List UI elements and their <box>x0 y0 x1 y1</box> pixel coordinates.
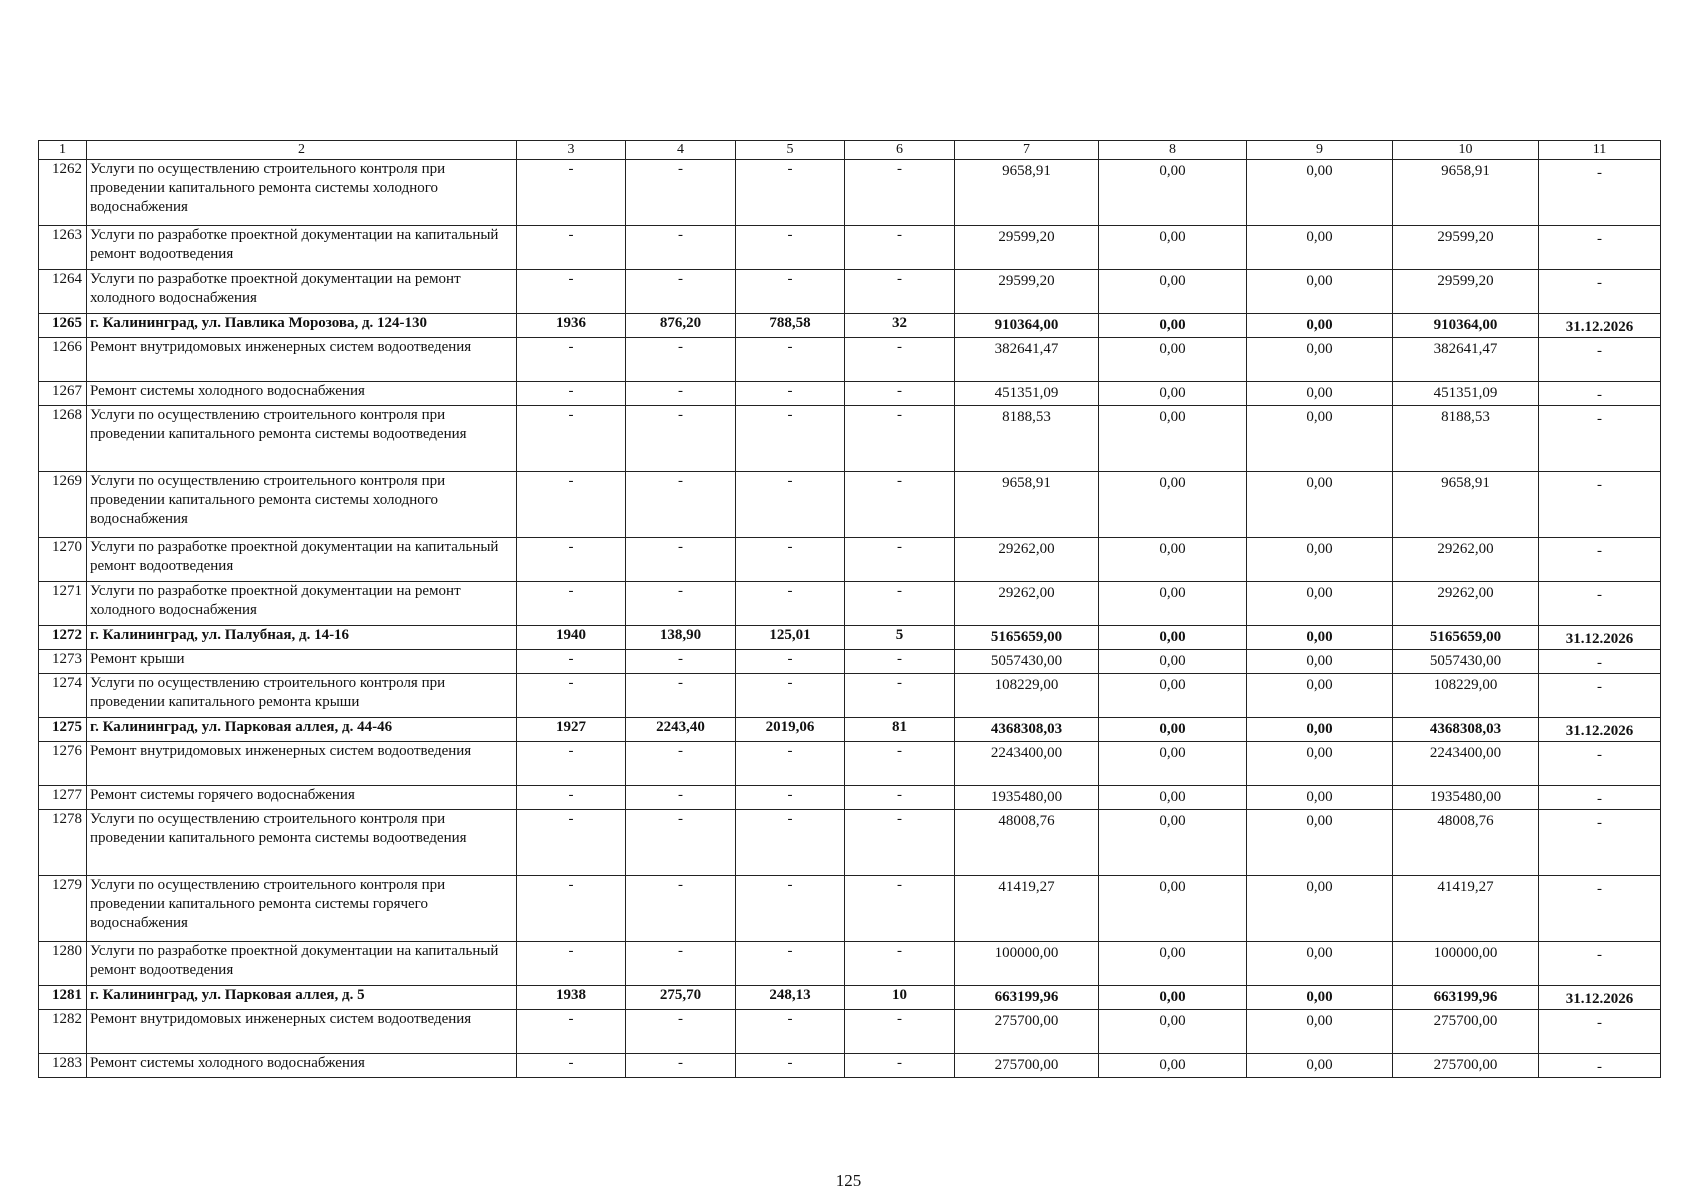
column-header: 9 <box>1247 141 1393 160</box>
cell-col-6: - <box>845 226 955 270</box>
cell-col-10: 1935480,00 <box>1393 786 1539 810</box>
cell-col-8: 0,00 <box>1099 406 1247 472</box>
row-description: Услуги по разработке проектной документации на капитальный ремонт водоотведения <box>87 942 517 986</box>
row-description: Услуги по осуществлению строительного контроля при проведении капитального ремонта системы горячего водоснабжения <box>87 876 517 942</box>
row-description: г. Калининград, ул. Парковая аллея, д. 44-46 <box>87 718 517 742</box>
cell-col-7: 275700,00 <box>955 1054 1099 1078</box>
cell-col-6: - <box>845 1010 955 1054</box>
cell-col-9: 0,00 <box>1247 406 1393 472</box>
cell-col-6: - <box>845 1054 955 1078</box>
cell-col-9: 0,00 <box>1247 582 1393 626</box>
row-number: 1275 <box>39 718 87 742</box>
cell-col-6: - <box>845 942 955 986</box>
row-description: г. Калининград, ул. Палубная, д. 14-16 <box>87 626 517 650</box>
cell-col-4: - <box>626 538 736 582</box>
cell-col-9: 0,00 <box>1247 742 1393 786</box>
cell-col-9: 0,00 <box>1247 718 1393 742</box>
row-number: 1262 <box>39 160 87 226</box>
cell-col-5: - <box>736 674 845 718</box>
column-header: 10 <box>1393 141 1539 160</box>
cell-col-4: - <box>626 942 736 986</box>
cell-col-10: 5165659,00 <box>1393 626 1539 650</box>
cell-col-6: - <box>845 786 955 810</box>
cell-col-11: - <box>1539 650 1661 674</box>
cell-col-7: 4368308,03 <box>955 718 1099 742</box>
cell-col-9: 0,00 <box>1247 382 1393 406</box>
cell-col-4: - <box>626 876 736 942</box>
row-number: 1271 <box>39 582 87 626</box>
work-item-row <box>39 382 1661 406</box>
column-header: 11 <box>1539 141 1661 160</box>
cell-col-11: 31.12.2026 <box>1539 314 1661 338</box>
cell-col-5: - <box>736 1010 845 1054</box>
cell-col-8: 0,00 <box>1099 314 1247 338</box>
cell-col-4: - <box>626 270 736 314</box>
cell-col-6: - <box>845 742 955 786</box>
work-item-row <box>39 226 1661 270</box>
cell-col-5: - <box>736 1054 845 1078</box>
cell-col-9: 0,00 <box>1247 314 1393 338</box>
row-number: 1283 <box>39 1054 87 1078</box>
column-header: 3 <box>517 141 626 160</box>
row-description: Ремонт системы холодного водоснабжения <box>87 1054 517 1078</box>
cell-col-7: 382641,47 <box>955 338 1099 382</box>
work-item-row <box>39 810 1661 876</box>
cell-col-7: 1935480,00 <box>955 786 1099 810</box>
cell-col-3: - <box>517 876 626 942</box>
cell-col-11: - <box>1539 472 1661 538</box>
cell-col-4: - <box>626 1010 736 1054</box>
cell-col-5: - <box>736 786 845 810</box>
cell-col-4: - <box>626 582 736 626</box>
cell-col-8: 0,00 <box>1099 626 1247 650</box>
cell-col-4: - <box>626 472 736 538</box>
cell-col-3: - <box>517 538 626 582</box>
cell-col-11: 31.12.2026 <box>1539 718 1661 742</box>
cell-col-8: 0,00 <box>1099 338 1247 382</box>
cell-col-8: 0,00 <box>1099 472 1247 538</box>
cell-col-5: - <box>736 406 845 472</box>
row-description: Услуги по осуществлению строительного контроля при проведении капитального ремонта системы холодного водоснабжения <box>87 472 517 538</box>
cell-col-3: - <box>517 650 626 674</box>
column-header: 8 <box>1099 141 1247 160</box>
cell-col-6: - <box>845 538 955 582</box>
cell-col-5: - <box>736 338 845 382</box>
cell-col-11: - <box>1539 582 1661 626</box>
row-description: Услуги по осуществлению строительного контроля при проведении капитального ремонта системы водоотведения <box>87 406 517 472</box>
cell-col-3: - <box>517 406 626 472</box>
cell-col-4: - <box>626 810 736 876</box>
column-header: 2 <box>87 141 517 160</box>
cell-col-10: 451351,09 <box>1393 382 1539 406</box>
address-row <box>39 314 1661 338</box>
cell-col-5: - <box>736 650 845 674</box>
cell-col-8: 0,00 <box>1099 382 1247 406</box>
cell-col-9: 0,00 <box>1247 472 1393 538</box>
row-number: 1279 <box>39 876 87 942</box>
cell-col-11: - <box>1539 810 1661 876</box>
cell-col-4: - <box>626 674 736 718</box>
row-number: 1265 <box>39 314 87 338</box>
cell-col-6: 10 <box>845 986 955 1010</box>
cell-col-7: 5057430,00 <box>955 650 1099 674</box>
cell-col-10: 382641,47 <box>1393 338 1539 382</box>
work-item-row <box>39 338 1661 382</box>
cell-col-7: 100000,00 <box>955 942 1099 986</box>
cell-col-10: 5057430,00 <box>1393 650 1539 674</box>
cell-col-8: 0,00 <box>1099 160 1247 226</box>
cell-col-5: - <box>736 742 845 786</box>
row-description: Ремонт крыши <box>87 650 517 674</box>
cell-col-6: - <box>845 650 955 674</box>
row-number: 1282 <box>39 1010 87 1054</box>
cell-col-5: - <box>736 160 845 226</box>
row-description: г. Калининград, ул. Павлика Морозова, д. 124-130 <box>87 314 517 338</box>
cell-col-8: 0,00 <box>1099 718 1247 742</box>
row-description: Услуги по осуществлению строительного контроля при проведении капитального ремонта крыши <box>87 674 517 718</box>
cell-col-9: 0,00 <box>1247 650 1393 674</box>
cell-col-6: - <box>845 160 955 226</box>
cell-col-10: 108229,00 <box>1393 674 1539 718</box>
cell-col-7: 108229,00 <box>955 674 1099 718</box>
cell-col-4: - <box>626 1054 736 1078</box>
column-header: 4 <box>626 141 736 160</box>
row-description: Услуги по разработке проектной документации на капитальный ремонт водоотведения <box>87 538 517 582</box>
cell-col-7: 41419,27 <box>955 876 1099 942</box>
cell-col-11: - <box>1539 538 1661 582</box>
row-description: Услуги по осуществлению строительного контроля при проведении капитального ремонта системы водоотведения <box>87 810 517 876</box>
row-description: Услуги по разработке проектной документации на капитальный ремонт водоотведения <box>87 226 517 270</box>
row-number: 1280 <box>39 942 87 986</box>
cell-col-8: 0,00 <box>1099 226 1247 270</box>
cell-col-8: 0,00 <box>1099 1010 1247 1054</box>
cell-col-9: 0,00 <box>1247 876 1393 942</box>
work-item-row <box>39 270 1661 314</box>
cell-col-3: - <box>517 810 626 876</box>
cell-col-5: - <box>736 270 845 314</box>
cell-col-4: 876,20 <box>626 314 736 338</box>
cell-col-10: 9658,91 <box>1393 472 1539 538</box>
cell-col-9: 0,00 <box>1247 270 1393 314</box>
cell-col-3: - <box>517 786 626 810</box>
cell-col-10: 8188,53 <box>1393 406 1539 472</box>
cell-col-4: - <box>626 650 736 674</box>
column-header: 7 <box>955 141 1099 160</box>
row-number: 1270 <box>39 538 87 582</box>
column-header: 6 <box>845 141 955 160</box>
row-number: 1269 <box>39 472 87 538</box>
cell-col-6: - <box>845 382 955 406</box>
cell-col-4: - <box>626 742 736 786</box>
cell-col-3: 1927 <box>517 718 626 742</box>
cell-col-3: - <box>517 270 626 314</box>
cell-col-7: 663199,96 <box>955 986 1099 1010</box>
cell-col-3: - <box>517 472 626 538</box>
cell-col-3: 1938 <box>517 986 626 1010</box>
cell-col-5: 2019,06 <box>736 718 845 742</box>
cell-col-3: - <box>517 742 626 786</box>
cell-col-4: - <box>626 406 736 472</box>
row-description: Ремонт системы горячего водоснабжения <box>87 786 517 810</box>
row-number: 1276 <box>39 742 87 786</box>
row-number: 1277 <box>39 786 87 810</box>
cell-col-11: - <box>1539 942 1661 986</box>
row-description: Ремонт системы холодного водоснабжения <box>87 382 517 406</box>
cell-col-9: 0,00 <box>1247 986 1393 1010</box>
row-description: Ремонт внутридомовых инженерных систем водоотведения <box>87 742 517 786</box>
cell-col-4: - <box>626 382 736 406</box>
cell-col-10: 100000,00 <box>1393 942 1539 986</box>
cell-col-4: 138,90 <box>626 626 736 650</box>
row-description: Услуги по осуществлению строительного контроля при проведении капитального ремонта системы холодного водоснабжения <box>87 160 517 226</box>
cell-col-3: - <box>517 338 626 382</box>
cell-col-3: 1936 <box>517 314 626 338</box>
row-number: 1272 <box>39 626 87 650</box>
row-number: 1281 <box>39 986 87 1010</box>
cell-col-11: - <box>1539 270 1661 314</box>
cell-col-6: 81 <box>845 718 955 742</box>
cell-col-3: - <box>517 1054 626 1078</box>
cell-col-9: 0,00 <box>1247 810 1393 876</box>
cell-col-5: - <box>736 382 845 406</box>
cell-col-7: 5165659,00 <box>955 626 1099 650</box>
cell-col-5: 125,01 <box>736 626 845 650</box>
row-number: 1267 <box>39 382 87 406</box>
cell-col-3: - <box>517 942 626 986</box>
cell-col-5: 788,58 <box>736 314 845 338</box>
cell-col-3: - <box>517 582 626 626</box>
cell-col-8: 0,00 <box>1099 538 1247 582</box>
cell-col-5: - <box>736 942 845 986</box>
cell-col-5: 248,13 <box>736 986 845 1010</box>
cell-col-9: 0,00 <box>1247 942 1393 986</box>
cell-col-10: 48008,76 <box>1393 810 1539 876</box>
cell-col-11: - <box>1539 338 1661 382</box>
cell-col-8: 0,00 <box>1099 650 1247 674</box>
cell-col-7: 8188,53 <box>955 406 1099 472</box>
cell-col-5: - <box>736 226 845 270</box>
cell-col-7: 451351,09 <box>955 382 1099 406</box>
work-item-row <box>39 1010 1661 1054</box>
work-item-row <box>39 406 1661 472</box>
cell-col-8: 0,00 <box>1099 674 1247 718</box>
address-row <box>39 718 1661 742</box>
cell-col-6: 32 <box>845 314 955 338</box>
cell-col-11: - <box>1539 742 1661 786</box>
cell-col-5: - <box>736 472 845 538</box>
cell-col-10: 910364,00 <box>1393 314 1539 338</box>
cell-col-4: - <box>626 786 736 810</box>
row-description: Услуги по разработке проектной документации на ремонт холодного водоснабжения <box>87 582 517 626</box>
cell-col-11: - <box>1539 226 1661 270</box>
work-item-row <box>39 650 1661 674</box>
work-item-row <box>39 538 1661 582</box>
cell-col-7: 29599,20 <box>955 270 1099 314</box>
address-row <box>39 986 1661 1010</box>
cell-col-6: 5 <box>845 626 955 650</box>
cell-col-11: - <box>1539 406 1661 472</box>
column-header: 1 <box>39 141 87 160</box>
cell-col-3: - <box>517 160 626 226</box>
cell-col-6: - <box>845 582 955 626</box>
address-row <box>39 626 1661 650</box>
cell-col-8: 0,00 <box>1099 942 1247 986</box>
row-number: 1266 <box>39 338 87 382</box>
cell-col-6: - <box>845 674 955 718</box>
cell-col-8: 0,00 <box>1099 270 1247 314</box>
row-number: 1264 <box>39 270 87 314</box>
cell-col-7: 29262,00 <box>955 582 1099 626</box>
cell-col-4: - <box>626 160 736 226</box>
cell-col-10: 41419,27 <box>1393 876 1539 942</box>
cell-col-3: - <box>517 382 626 406</box>
cell-col-11: 31.12.2026 <box>1539 626 1661 650</box>
cell-col-4: 2243,40 <box>626 718 736 742</box>
cell-col-5: - <box>736 538 845 582</box>
cell-col-6: - <box>845 338 955 382</box>
cell-col-6: - <box>845 876 955 942</box>
cell-col-11: - <box>1539 382 1661 406</box>
cell-col-9: 0,00 <box>1247 226 1393 270</box>
cell-col-9: 0,00 <box>1247 626 1393 650</box>
cell-col-8: 0,00 <box>1099 742 1247 786</box>
cell-col-9: 0,00 <box>1247 538 1393 582</box>
cell-col-6: - <box>845 270 955 314</box>
row-description: Ремонт внутридомовых инженерных систем водоотведения <box>87 1010 517 1054</box>
cell-col-5: - <box>736 876 845 942</box>
work-item-row <box>39 942 1661 986</box>
row-number: 1263 <box>39 226 87 270</box>
cell-col-10: 29599,20 <box>1393 270 1539 314</box>
cell-col-6: - <box>845 406 955 472</box>
cell-col-9: 0,00 <box>1247 1054 1393 1078</box>
work-item-row <box>39 786 1661 810</box>
column-header: 5 <box>736 141 845 160</box>
cell-col-7: 2243400,00 <box>955 742 1099 786</box>
cell-col-4: 275,70 <box>626 986 736 1010</box>
capital-repair-table <box>38 140 1661 1078</box>
cell-col-5: - <box>736 582 845 626</box>
cell-col-7: 275700,00 <box>955 1010 1099 1054</box>
cell-col-4: - <box>626 338 736 382</box>
row-number: 1268 <box>39 406 87 472</box>
cell-col-11: - <box>1539 786 1661 810</box>
cell-col-8: 0,00 <box>1099 810 1247 876</box>
cell-col-11: - <box>1539 674 1661 718</box>
cell-col-7: 9658,91 <box>955 160 1099 226</box>
cell-col-7: 48008,76 <box>955 810 1099 876</box>
cell-col-8: 0,00 <box>1099 786 1247 810</box>
cell-col-4: - <box>626 226 736 270</box>
cell-col-10: 2243400,00 <box>1393 742 1539 786</box>
cell-col-10: 9658,91 <box>1393 160 1539 226</box>
page-number: 125 <box>835 1171 862 1190</box>
cell-col-10: 4368308,03 <box>1393 718 1539 742</box>
cell-col-8: 0,00 <box>1099 1054 1247 1078</box>
work-item-row <box>39 582 1661 626</box>
row-description: г. Калининград, ул. Парковая аллея, д. 5 <box>87 986 517 1010</box>
cell-col-6: - <box>845 472 955 538</box>
cell-col-10: 275700,00 <box>1393 1054 1539 1078</box>
cell-col-7: 29262,00 <box>955 538 1099 582</box>
work-item-row <box>39 674 1661 718</box>
cell-col-6: - <box>845 810 955 876</box>
cell-col-9: 0,00 <box>1247 160 1393 226</box>
cell-col-3: - <box>517 674 626 718</box>
cell-col-3: - <box>517 1010 626 1054</box>
row-number: 1278 <box>39 810 87 876</box>
row-description: Ремонт внутридомовых инженерных систем водоотведения <box>87 338 517 382</box>
work-item-row <box>39 742 1661 786</box>
cell-col-11: 31.12.2026 <box>1539 986 1661 1010</box>
work-item-row <box>39 160 1661 226</box>
work-item-row <box>39 876 1661 942</box>
cell-col-10: 29599,20 <box>1393 226 1539 270</box>
row-number: 1273 <box>39 650 87 674</box>
cell-col-10: 29262,00 <box>1393 538 1539 582</box>
work-item-row <box>39 472 1661 538</box>
column-number-row <box>39 141 1661 160</box>
row-description: Услуги по разработке проектной документации на ремонт холодного водоснабжения <box>87 270 517 314</box>
cell-col-11: - <box>1539 876 1661 942</box>
cell-col-8: 0,00 <box>1099 986 1247 1010</box>
cell-col-7: 910364,00 <box>955 314 1099 338</box>
cell-col-11: - <box>1539 1054 1661 1078</box>
cell-col-9: 0,00 <box>1247 338 1393 382</box>
cell-col-9: 0,00 <box>1247 786 1393 810</box>
cell-col-8: 0,00 <box>1099 876 1247 942</box>
cell-col-5: - <box>736 810 845 876</box>
cell-col-10: 275700,00 <box>1393 1010 1539 1054</box>
cell-col-7: 29599,20 <box>955 226 1099 270</box>
cell-col-3: - <box>517 226 626 270</box>
cell-col-9: 0,00 <box>1247 674 1393 718</box>
row-number: 1274 <box>39 674 87 718</box>
cell-col-11: - <box>1539 1010 1661 1054</box>
cell-col-10: 29262,00 <box>1393 582 1539 626</box>
work-item-row <box>39 1054 1661 1078</box>
cell-col-10: 663199,96 <box>1393 986 1539 1010</box>
cell-col-7: 9658,91 <box>955 472 1099 538</box>
cell-col-11: - <box>1539 160 1661 226</box>
cell-col-8: 0,00 <box>1099 582 1247 626</box>
cell-col-3: 1940 <box>517 626 626 650</box>
cell-col-9: 0,00 <box>1247 1010 1393 1054</box>
